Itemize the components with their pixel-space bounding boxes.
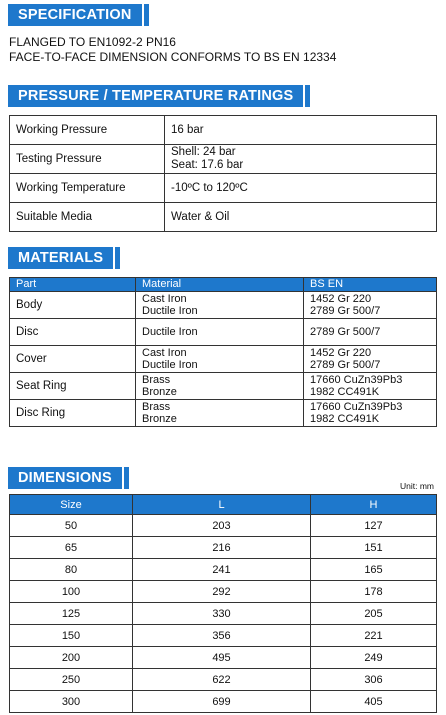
h-cell: 205 — [311, 603, 437, 625]
l-cell: 292 — [133, 581, 311, 603]
h-cell: 221 — [311, 625, 437, 647]
table-row — [10, 537, 437, 559]
size-cell: 50 — [10, 515, 133, 537]
size-cell: 200 — [10, 647, 133, 669]
material-standard — [304, 319, 437, 346]
column-header-bsen: BS EN — [304, 278, 437, 292]
table-row — [10, 647, 437, 669]
table-row — [10, 625, 437, 647]
table-row — [10, 373, 437, 400]
heading-tab-decoration — [305, 85, 310, 107]
table-row — [10, 691, 437, 713]
unit-note: Unit: mm — [400, 481, 434, 491]
rating-value — [165, 203, 437, 232]
rating-value — [165, 145, 437, 174]
h-cell: 306 — [311, 669, 437, 691]
heading-tab-decoration — [144, 4, 149, 26]
cell-line: Brass — [142, 373, 171, 386]
l-cell: 699 — [133, 691, 311, 713]
cell-line: 1452 Gr 220 — [310, 346, 372, 359]
size-cell: 125 — [10, 603, 133, 625]
rating-label: Suitable Media — [10, 203, 165, 232]
table-row — [10, 292, 437, 319]
cell-line: Bronze — [142, 386, 177, 398]
pressure-heading-label: PRESSURE / TEMPERATURE RATINGS — [8, 85, 303, 107]
h-cell: 127 — [311, 515, 437, 537]
table-row — [10, 603, 437, 625]
table-row — [10, 581, 437, 603]
material-part: Seat Ring — [10, 373, 136, 400]
h-cell: 405 — [311, 691, 437, 713]
material-name — [136, 319, 304, 346]
cell-line: 2789 Gr 500/7 — [310, 325, 381, 338]
rating-label: Working Temperature — [10, 174, 165, 203]
cell-line: 1452 Gr 220 — [310, 292, 372, 305]
cell-line: Bronze — [142, 413, 177, 425]
cell-line: Shell: 24 bar — [171, 146, 236, 158]
l-cell: 330 — [133, 603, 311, 625]
cell-line: 2789 Gr 500/7 — [310, 305, 381, 317]
dimensions-header-row — [10, 495, 437, 515]
pressure-table — [9, 115, 437, 232]
l-cell: 203 — [133, 515, 311, 537]
materials-table — [9, 277, 437, 427]
heading-tab-decoration — [124, 467, 129, 489]
l-cell: 622 — [133, 669, 311, 691]
cell-line: 1982 CC491K — [310, 386, 380, 398]
heading-tab-decoration — [115, 247, 120, 269]
material-standard — [304, 400, 437, 427]
table-row — [10, 346, 437, 373]
material-name — [136, 292, 304, 319]
column-header-material: Material — [136, 278, 304, 292]
dimensions-table — [9, 494, 437, 713]
column-header-part: Part — [10, 278, 136, 292]
cell-line: Ductile Iron — [142, 325, 198, 338]
size-cell: 250 — [10, 669, 133, 691]
specification-heading — [8, 4, 149, 26]
dimensions-heading-label: DIMENSIONS — [8, 467, 122, 489]
spec-line: FLANGED TO EN1092-2 PN16 — [9, 35, 176, 49]
pressure-heading — [8, 85, 310, 107]
dimensions-heading — [8, 467, 129, 489]
h-cell: 165 — [311, 559, 437, 581]
material-standard — [304, 373, 437, 400]
h-cell: 249 — [311, 647, 437, 669]
material-part: Disc — [10, 319, 136, 346]
table-row — [10, 116, 437, 145]
table-row — [10, 319, 437, 346]
cell-line: 2789 Gr 500/7 — [310, 359, 381, 371]
rating-label: Testing Pressure — [10, 145, 165, 174]
cell-line: Water & Oil — [171, 210, 230, 223]
rating-label: Working Pressure — [10, 116, 165, 145]
l-cell: 495 — [133, 647, 311, 669]
size-cell: 150 — [10, 625, 133, 647]
material-part: Cover — [10, 346, 136, 373]
l-cell: 356 — [133, 625, 311, 647]
size-cell: 300 — [10, 691, 133, 713]
table-row — [10, 400, 437, 427]
table-row — [10, 145, 437, 174]
cell-line: 1982 CC491K — [310, 413, 380, 425]
specification-text — [9, 35, 336, 65]
column-header-l: L — [133, 495, 311, 515]
size-cell: 100 — [10, 581, 133, 603]
column-header-h: H — [311, 495, 437, 515]
material-name — [136, 373, 304, 400]
materials-header-row — [10, 278, 437, 292]
specification-heading-label: SPECIFICATION — [8, 4, 142, 26]
material-standard — [304, 346, 437, 373]
table-row — [10, 174, 437, 203]
column-header-size: Size — [10, 495, 133, 515]
cell-line: -10ºC to 120ºC — [171, 181, 248, 194]
material-name — [136, 346, 304, 373]
table-row — [10, 559, 437, 581]
l-cell: 216 — [133, 537, 311, 559]
cell-line: Ductile Iron — [142, 359, 198, 371]
h-cell: 151 — [311, 537, 437, 559]
table-row — [10, 515, 437, 537]
table-row — [10, 203, 437, 232]
h-cell: 178 — [311, 581, 437, 603]
cell-line: Brass — [142, 400, 171, 413]
material-part: Disc Ring — [10, 400, 136, 427]
cell-line: 17660 CuZn39Pb3 — [310, 400, 403, 413]
material-part: Body — [10, 292, 136, 319]
cell-line: Ductile Iron — [142, 305, 198, 317]
cell-line: Cast Iron — [142, 292, 187, 305]
cell-line: Cast Iron — [142, 346, 187, 359]
l-cell: 241 — [133, 559, 311, 581]
cell-line: Seat: 17.6 bar — [171, 159, 244, 171]
size-cell: 80 — [10, 559, 133, 581]
rating-value — [165, 116, 437, 145]
rating-value — [165, 174, 437, 203]
cell-line: 17660 CuZn39Pb3 — [310, 373, 403, 386]
spec-line: FACE-TO-FACE DIMENSION CONFORMS TO BS EN 12334 — [9, 50, 337, 64]
size-cell: 65 — [10, 537, 133, 559]
cell-line: 16 bar — [171, 123, 204, 136]
table-row — [10, 669, 437, 691]
material-standard — [304, 292, 437, 319]
materials-heading-label: MATERIALS — [8, 247, 113, 269]
material-name — [136, 400, 304, 427]
materials-heading — [8, 247, 120, 269]
